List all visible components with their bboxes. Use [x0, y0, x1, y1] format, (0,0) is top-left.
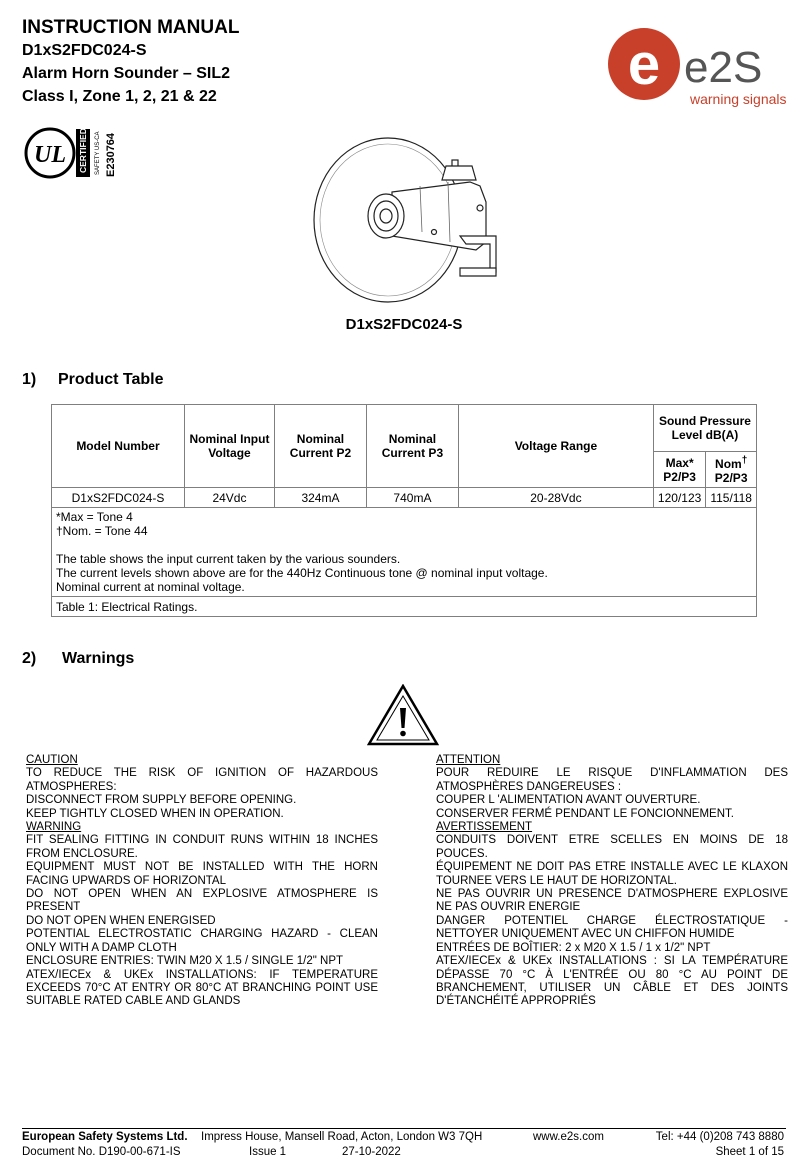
- class-heading: Class I, Zone 1, 2, 21 & 22: [22, 88, 217, 105]
- table-row: [52, 488, 757, 508]
- list-item: DO NOT OPEN WHEN AN EXPLOSIVE ATMOSPHERE IS PRESENT: [26, 888, 378, 914]
- section-product-table-heading: [22, 371, 164, 389]
- page-title: INSTRUCTION MANUAL: [22, 17, 240, 38]
- product-table: [51, 404, 757, 617]
- list-item: DANGER POTENTIEL CHARGE ÉLECTROSTATIQUE - NETTOYER UNIQUEMENT AVEC UN CHIFFON HUMIDE: [436, 914, 788, 941]
- list-item: FIT SEALING FITTING IN CONDUIT RUNS WITHIN 18 INCHES FROM ENCLOSURE.: [26, 834, 378, 860]
- footer-document-number: Document No. D190-00-671-IS: [22, 1146, 181, 1158]
- caution-title: CAUTION: [26, 754, 78, 766]
- logo-brand-text: e2S: [684, 43, 763, 92]
- ul-certification-mark: [24, 125, 124, 181]
- header-nominal-current-p2: Nominal Current P2: [274, 405, 366, 488]
- list-item: NE PAS OUVRIR UN PRESENCE D'ATMOSPHERE EXPLOSIVE NE PAS OUVRIR ENERGIE: [436, 888, 788, 914]
- section-number: 2): [22, 650, 37, 667]
- list-item: TO REDUCE THE RISK OF IGNITION OF HAZARDOUS ATMOSPHERES:: [26, 767, 378, 793]
- note-line: Nominal current at nominal voltage.: [56, 580, 245, 594]
- list-item: ATEX/IECEx & UKEx INSTALLATIONS: IF TEMPERATURE EXCEEDS 70°C AT ENTRY OR 80°C AT BRANCHING POINT USE SUITABLE RATED CABLE AND GLANDS: [26, 968, 378, 1008]
- header-nom-mark: †: [741, 454, 748, 466]
- warning-triangle-icon: [367, 684, 439, 746]
- horn-sounder-illustration: [300, 136, 520, 316]
- model-heading: D1xS2FDC024-S: [22, 42, 147, 59]
- footer-telephone: Tel: +44 (0)208 743 8880: [655, 1131, 784, 1143]
- cell-model: D1xS2FDC024-S: [52, 488, 185, 508]
- e2s-logo: [606, 24, 788, 110]
- note-line: The current levels shown above are for the 440Hz Continuous tone @ nominal input voltage.: [56, 566, 548, 580]
- list-item: EQUIPMENT MUST NOT BE INSTALLED WITH THE HORN FACING UPWARDS OF HORIZONTAL: [26, 861, 378, 887]
- list-item: ENTRÉES DE BOÎTIER: 2 x M20 X 1.5 / 1 x 1/2" NPT: [436, 941, 711, 954]
- header-sound-pressure-level: Sound Pressure Level dB(A): [653, 405, 756, 452]
- list-item: COUPER L 'ALIMENTATION AVANT OUVERTURE.: [436, 794, 701, 807]
- list-item: DO NOT OPEN WHEN ENERGISED: [26, 914, 216, 927]
- section-warnings-heading: [22, 650, 134, 668]
- section-title: Warnings: [62, 650, 135, 667]
- ul-letters: UL: [34, 142, 66, 168]
- list-item: ENCLOSURE ENTRIES: TWIN M20 X 1.5 / SINGLE 1/2" NPT: [26, 955, 344, 968]
- header-max: [653, 452, 705, 488]
- header-model-number: Model Number: [52, 405, 185, 488]
- list-item: CONSERVER FERMÉ PENDANT LE FONCIONNEMENT.: [436, 807, 734, 820]
- footer-issue: Issue 1: [249, 1146, 287, 1158]
- list-item: ATEX/IECEx & UKEx INSTALLATIONS : SI LA TEMPÉRATURE DÉPASSE 70 °C À L'ENTRÉE OU 80 °C AU POINT DE BRANCHEMENT, UTILISER UN CÂBLE ET DES JOINTS D'ÉTANCHÉITÉ APPROPRIÉS: [436, 955, 788, 1008]
- footer-sheet: Sheet 1 of 15: [715, 1146, 784, 1158]
- ul-safety-text: SAFETY US-CA: [95, 131, 101, 175]
- table-caption: Table 1: Electrical Ratings.: [52, 597, 757, 617]
- product-heading: Alarm Horn Sounder – SIL2: [22, 65, 231, 82]
- list-item: KEEP TIGHTLY CLOSED WHEN IN OPERATION.: [26, 807, 284, 820]
- avertissement-title: AVERTISSEMENT: [436, 821, 533, 834]
- header-max-sub: P2/P3: [663, 469, 696, 484]
- warnings-french: [436, 754, 788, 1009]
- footer-divider: [22, 1128, 786, 1129]
- cell-spl-max: 120/123: [653, 488, 705, 508]
- warnings-english: [26, 754, 378, 1009]
- note-line: †Nom. = Tone 44: [56, 524, 148, 538]
- list-item: DISCONNECT FROM SUPPLY BEFORE OPENING.: [26, 794, 297, 807]
- cell-spl-nom: 115/118: [706, 488, 757, 508]
- header-nom: [706, 452, 757, 488]
- header-max-label: Max*: [665, 455, 694, 470]
- table-notes: [52, 508, 757, 597]
- footer-website[interactable]: www.e2s.com: [533, 1131, 604, 1143]
- header-nom-sub: P2/P3: [714, 470, 748, 485]
- footer-address: Impress House, Mansell Road, Acton, London W3 7QH: [201, 1131, 483, 1143]
- cell-voltage-range: 20-28Vdc: [458, 488, 653, 508]
- ul-file-number: E230764: [105, 132, 117, 177]
- header-nominal-current-p3: Nominal Current P3: [366, 405, 458, 488]
- logo-e-glyph: e: [627, 32, 661, 97]
- logo-tagline: warning signals: [690, 91, 787, 107]
- header-nominal-input-voltage: Nominal Input Voltage: [184, 405, 274, 488]
- section-title: Product Table: [58, 371, 164, 388]
- list-item: ÉQUIPEMENT NE DOIT PAS ETRE INSTALLE AVEC LE KLAXON TOURNEE VERS LE HAUT DE HORIZONTAL.: [436, 861, 788, 887]
- product-caption: D1xS2FDC024-S: [345, 316, 463, 333]
- header-voltage-range: Voltage Range: [458, 405, 653, 488]
- cell-current-p3: 740mA: [366, 488, 458, 508]
- warning-title: WARNING: [26, 821, 82, 834]
- footer-date: 27-10-2022: [342, 1146, 401, 1158]
- section-number: 1): [22, 371, 37, 388]
- note-line: The table shows the input current taken by the various sounders.: [56, 552, 401, 566]
- list-item: CONDUITS DOIVENT ETRE SCELLES EN MOINS DE 18 POUCES.: [436, 834, 788, 860]
- cell-voltage: 24Vdc: [184, 488, 274, 508]
- footer-company: European Safety Systems Ltd.: [22, 1131, 188, 1143]
- header-nom-label: Nom: [715, 456, 742, 471]
- ul-certified-text: CERTIFIED: [78, 128, 88, 173]
- list-item: POUR REDUIRE LE RISQUE D'INFLAMMATION DES ATMOSPHÈRES DANGEREUSES :: [436, 767, 788, 793]
- attention-title: ATTENTION: [436, 754, 501, 766]
- list-item: POTENTIAL ELECTROSTATIC CHARGING HAZARD - CLEAN ONLY WITH A DAMP CLOTH: [26, 928, 378, 954]
- cell-current-p2: 324mA: [274, 488, 366, 508]
- note-line: *Max = Tone 4: [56, 510, 133, 524]
